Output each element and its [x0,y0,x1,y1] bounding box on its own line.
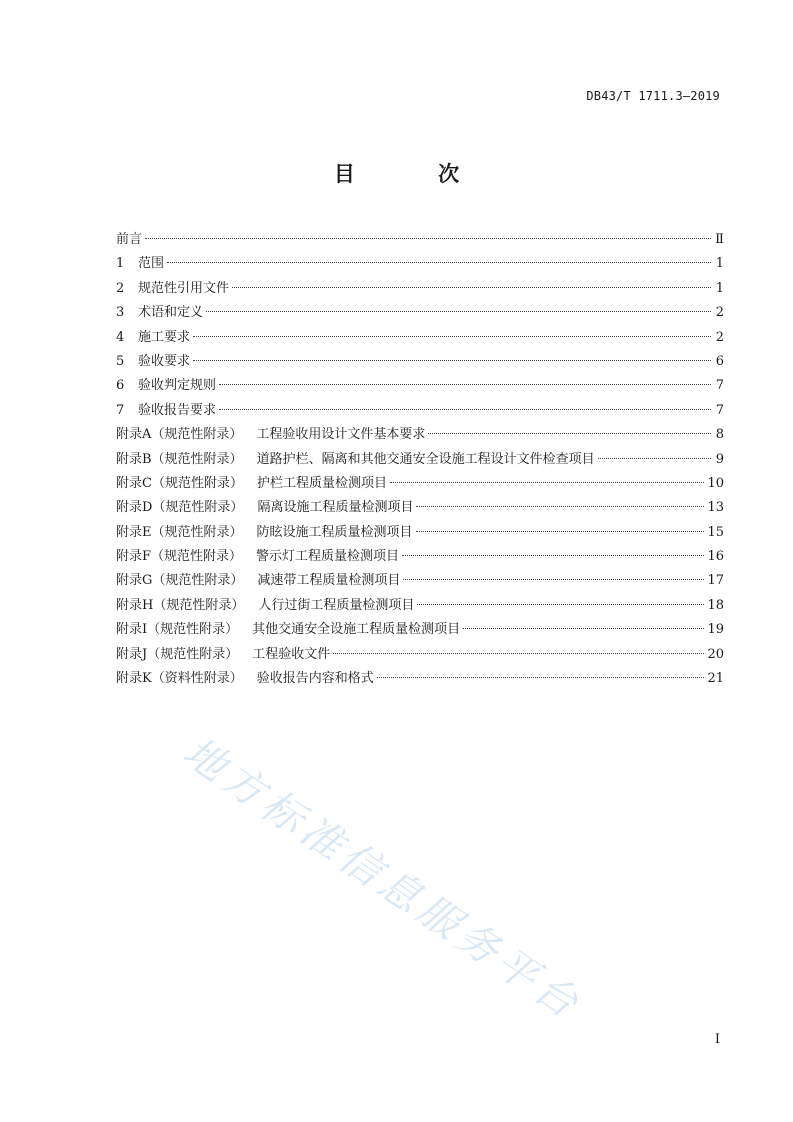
toc-entry-label: 工程验收文件 [252,646,331,662]
toc-dot-leader [333,653,704,654]
toc-dot-leader [390,482,704,483]
toc-entry-page: Ⅱ [715,232,724,247]
toc-entry-page: 15 [707,524,724,540]
toc-entry-prefix: 附录B（规范性附录） [116,451,243,467]
toc-entry[interactable] [116,594,724,618]
toc-dot-leader [232,287,711,288]
toc-dot-leader [167,262,711,263]
toc-entry-prefix: 附录K（资料性附录） [116,671,243,687]
toc-entry-page: 6 [715,353,724,369]
toc-entry-label: 道路护栏、隔离和其他交通安全设施工程设计文件检查项目 [256,451,595,467]
page-number: I [714,1032,720,1047]
toc-dot-leader [193,360,711,361]
toc-dot-leader [463,628,704,629]
toc-entry-prefix: 附录F（规范性附录） [116,549,243,565]
toc-entry-page: 2 [715,305,724,321]
toc-entry-number: 4 [116,329,125,345]
toc-entry-label: 验收报告要求 [138,402,217,418]
toc-dot-leader [206,311,711,312]
table-of-contents [116,228,724,691]
toc-entry-label: 减速带工程质量检测项目 [257,573,401,589]
toc-entry-page: 13 [707,500,724,516]
toc-entry[interactable] [116,472,724,496]
toc-entry[interactable] [116,521,724,545]
toc-entry[interactable] [116,277,724,301]
toc-entry-label: 护栏工程质量检测项目 [256,475,387,491]
toc-dot-leader [403,579,704,580]
toc-entry-page: 1 [715,256,724,272]
toc-dot-leader [417,604,704,605]
toc-entry[interactable] [116,423,724,447]
toc-entry[interactable] [116,350,724,374]
toc-entry-number: 5 [116,353,125,369]
toc-dot-leader [145,238,711,239]
toc-entry-prefix: 附录E（规范性附录） [116,524,243,540]
toc-entry-label: 人行过街工程质量检测项目 [258,597,415,613]
toc-entry-prefix: 附录A（规范性附录） [116,427,243,443]
toc-entry-page: 17 [707,573,724,589]
toc-dot-leader [416,531,705,532]
toc-entry-page: 18 [707,597,724,613]
toc-entry-label: 规范性引用文件 [138,280,230,296]
toc-entry[interactable] [116,374,724,398]
toc-entry-label: 警示灯工程质量检测项目 [256,549,400,565]
toc-entry-page: 20 [707,646,724,662]
toc-entry-label: 防眩设施工程质量检测项目 [256,524,413,540]
toc-entry-page: 16 [707,549,724,565]
toc-dot-leader [219,409,711,410]
toc-entry-label: 范围 [138,256,165,272]
toc-entry-label: 工程验收用设计文件基本要求 [256,427,426,443]
toc-dot-leader [402,555,704,556]
toc-entry-page: 10 [707,475,724,491]
toc-entry-number: 1 [116,256,125,272]
toc-entry[interactable] [116,228,724,252]
document-code: DB43/T 1711.3—2019 [586,89,720,103]
toc-entry-label: 验收要求 [138,353,191,369]
toc-entry[interactable] [116,643,724,667]
toc-dot-leader [428,433,711,434]
toc-entry-page: 7 [715,378,724,394]
toc-dot-leader [219,384,711,385]
toc-entry-label: 验收判定规则 [138,378,217,394]
toc-dot-leader [193,336,711,337]
toc-entry-prefix: 附录J（规范性附录） [116,646,239,662]
toc-entry-page: 21 [707,671,724,687]
toc-entry-label: 隔离设施工程质量检测项目 [257,500,414,516]
toc-entry[interactable] [116,545,724,569]
toc-entry[interactable] [116,448,724,472]
toc-entry-label: 其他交通安全设施工程质量检测项目 [252,622,461,638]
toc-entry-prefix: 附录D（规范性附录） [116,500,244,516]
toc-entry[interactable] [116,496,724,520]
toc-dot-leader [416,506,704,507]
toc-entry-number: 6 [116,378,125,394]
toc-entry-prefix: 附录I（规范性附录） [116,622,239,638]
toc-entry-number: 2 [116,280,125,296]
toc-entry-number: 7 [116,402,125,418]
toc-entry[interactable] [116,618,724,642]
toc-dot-leader [377,677,705,678]
toc-entry[interactable] [116,667,724,691]
toc-entry-number: 3 [116,305,125,321]
toc-entry[interactable] [116,569,724,593]
toc-entry-prefix: 附录H（规范性附录） [116,597,245,613]
page-title: 目 次 [333,161,498,186]
toc-entry-page: 9 [715,451,724,467]
toc-entry-page: 8 [715,427,724,443]
toc-entry-page: 19 [707,622,724,638]
toc-entry[interactable] [116,399,724,423]
toc-entry-page: 7 [715,402,724,418]
toc-entry-page: 2 [715,329,724,345]
toc-entry-label: 施工要求 [138,329,191,345]
toc-entry[interactable] [116,301,724,325]
toc-entry-label: 前言 [116,232,143,247]
toc-entry-label: 验收报告内容和格式 [256,671,374,687]
toc-entry[interactable] [116,326,724,350]
toc-entry-page: 1 [715,280,724,296]
toc-dot-leader [598,458,711,459]
toc-entry[interactable] [116,252,724,276]
toc-entry-label: 术语和定义 [138,305,204,321]
toc-entry-prefix: 附录C（规范性附录） [116,475,243,491]
watermark: 地方标准信息服务平台 [174,727,592,1031]
toc-entry-prefix: 附录G（规范性附录） [116,573,244,589]
